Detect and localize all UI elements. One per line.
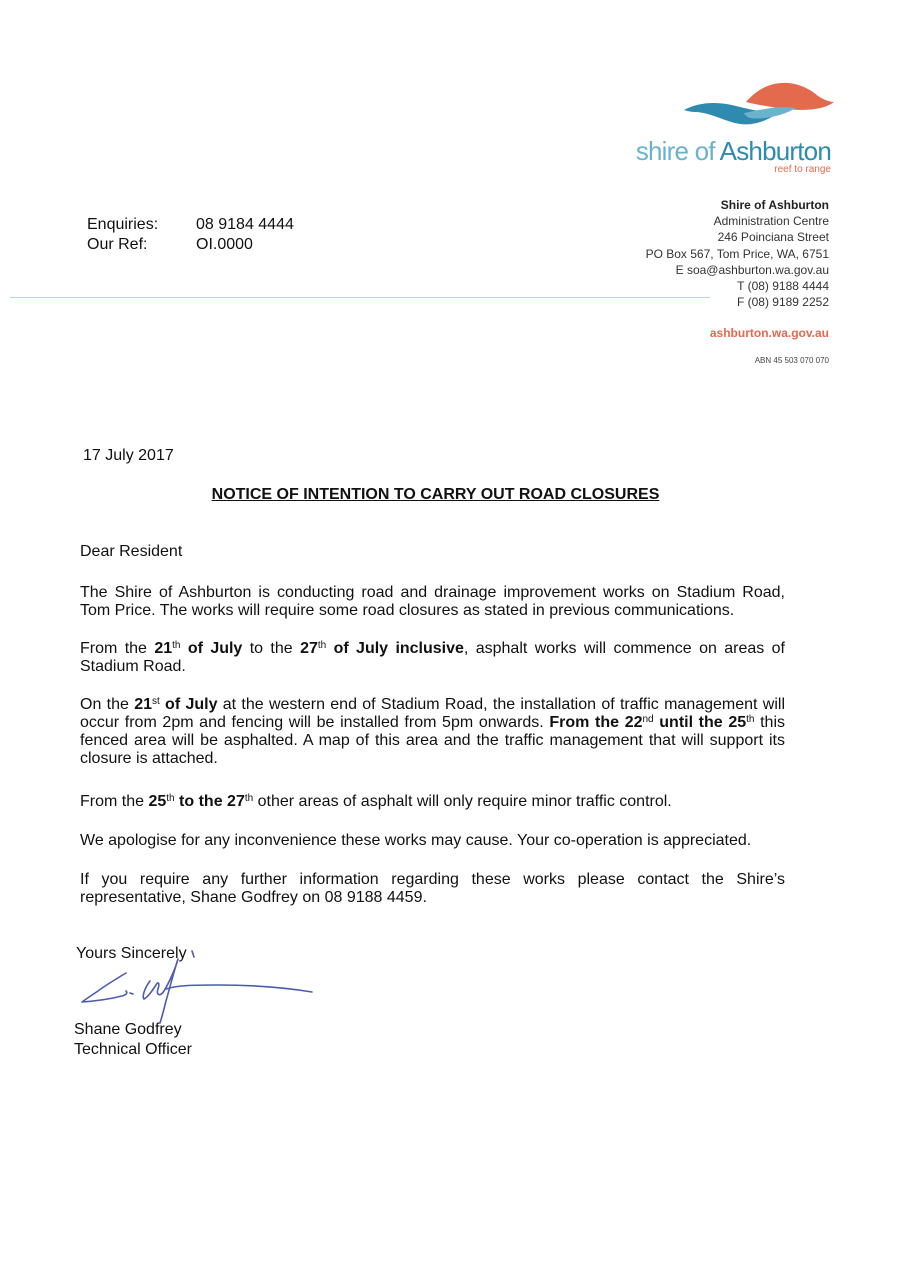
paragraph-intro: The Shire of Ashburton is conducting road and drainage improvement works on Stadium Road, Tom Price. The works will require some road closures as stated in previous communications. bbox=[80, 584, 785, 619]
p4-bold: 25 bbox=[148, 793, 167, 810]
p4-text: From the bbox=[80, 793, 149, 810]
address-line1: Administration Centre bbox=[713, 214, 829, 229]
p4-text: other areas of asphalt will only require minor traffic control. bbox=[253, 793, 672, 810]
address-email: E soa@ashburton.wa.gov.au bbox=[675, 262, 829, 277]
p3-text: On the bbox=[80, 696, 135, 713]
paragraph-apology: We apologise for any inconvenience these works may cause. Your co-operation is appreciated. bbox=[80, 832, 752, 849]
handwritten-signature bbox=[78, 945, 318, 1025]
address-line3: PO Box 567, Tom Price, WA, 6751 bbox=[645, 246, 829, 261]
wordmark-part1: shire of bbox=[635, 136, 720, 166]
paragraph-asphalt-dates bbox=[80, 640, 785, 676]
website-link[interactable]: ashburton.wa.gov.au bbox=[709, 326, 829, 340]
p3-bold: 21 bbox=[134, 696, 152, 713]
our-ref-label: Our Ref: bbox=[87, 236, 148, 253]
signer-title: Technical Officer bbox=[74, 1041, 192, 1058]
p2-ordinal: th bbox=[317, 640, 327, 651]
p2-text: From the bbox=[80, 640, 155, 657]
p2-text: , asphalt works will commence on areas of Stadium Road. bbox=[80, 640, 785, 675]
wordmark-part2: Ashburton bbox=[719, 136, 831, 166]
p3-bold: of July bbox=[159, 696, 218, 713]
enquiries-label: Enquiries: bbox=[87, 216, 159, 233]
p2-bold: 21 bbox=[154, 640, 173, 657]
p3-bold: From the 22 bbox=[549, 714, 643, 731]
salutation: Dear Resident bbox=[80, 543, 183, 560]
paragraph-contact: If you require any further information regarding these works please contact the Shire’s representative, Shane Godfrey on 08 9188 4459. bbox=[80, 871, 785, 906]
paragraph-traffic-management bbox=[80, 696, 785, 768]
p3-text: at the western end of Stadium Road, the installation of traffic management will occur from 2pm and fencing will be installed from 5pm onwards. bbox=[80, 696, 786, 731]
shire-logo-waves-icon bbox=[684, 80, 834, 132]
paragraph-minor-traffic bbox=[80, 793, 785, 811]
address-block bbox=[600, 197, 829, 310]
our-ref-value: OI.0000 bbox=[196, 236, 253, 253]
p3-ordinal: st bbox=[151, 696, 160, 707]
p3-bold: until the 25 bbox=[653, 714, 747, 731]
signer-name: Shane Godfrey bbox=[74, 1021, 182, 1038]
address-fax: F (08) 9189 2252 bbox=[736, 295, 829, 310]
p2-bold: 27 bbox=[300, 640, 318, 657]
p4-ordinal: th bbox=[166, 793, 175, 804]
p2-ordinal: th bbox=[172, 640, 181, 651]
logo-tagline: reef to range bbox=[774, 164, 831, 175]
address-org: Shire of Ashburton bbox=[720, 198, 829, 212]
p4-bold: to the 27 bbox=[174, 793, 245, 810]
abn-number: ABN 45 503 070 070 bbox=[754, 356, 829, 365]
our-ref-row bbox=[87, 235, 294, 255]
address-line2: 246 Poinciana Street bbox=[717, 230, 829, 245]
p2-bold: of July bbox=[180, 640, 243, 657]
enquiries-value: 08 9184 4444 bbox=[196, 216, 294, 233]
closing-line: Yours Sincerely bbox=[76, 945, 187, 962]
p2-text: to the bbox=[242, 640, 301, 657]
enquiries-row bbox=[87, 215, 294, 235]
header-rule bbox=[10, 297, 710, 298]
p3-text: this fenced area will be asphalted. A map of this area and the traffic management that will support its closure is attached. bbox=[80, 714, 786, 767]
letter-date: 17 July 2017 bbox=[83, 447, 174, 464]
letter-title: NOTICE OF INTENTION TO CARRY OUT ROAD CLOSURES bbox=[211, 486, 660, 503]
address-phone: T (08) 9188 4444 bbox=[737, 279, 829, 294]
shire-wordmark bbox=[600, 136, 831, 166]
p3-ordinal: th bbox=[746, 714, 755, 725]
reference-block bbox=[87, 215, 294, 255]
p4-ordinal: th bbox=[244, 793, 254, 804]
p3-ordinal: nd bbox=[642, 714, 654, 725]
p2-bold: of July inclusive bbox=[326, 640, 464, 657]
